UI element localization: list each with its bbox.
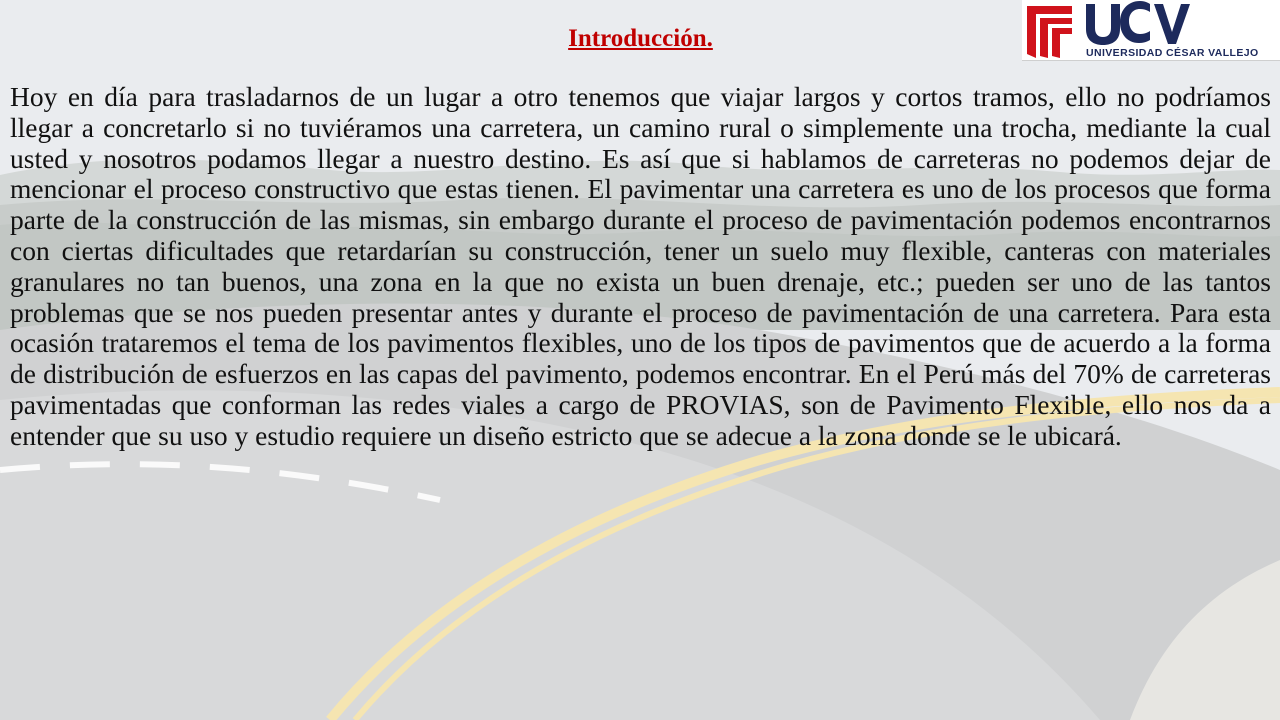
slide-body-text: Hoy en día para trasladarnos de un lugar a otro tenemos que viajar largos y cortos tramos, ello no podríamos llegar a concretarlo si no tuviéramos una carretera, un camino rural o simplemente una trocha, mediante la cual usted y nosotros podamos llegar a nuestro destino. Es así que si hablamos de carreteras no podemos dejar de mencionar el proceso constructivo que estas tienen. El pavimentar una carretera es uno de los procesos que forma parte de la construcción de las mismas, sin embargo durante el proceso de pavimentación podemos encontrarnos con ciertas dificultades que retardarían su construcción, tener un suelo muy flexible, canteras con materiales granulares no tan buenos, una zona en la que no exista un buen drenaje, etc.; pueden ser uno de las tantos problemas que se nos pueden presentar antes y durante el proceso de pavimentación de una carretera. Para esta ocasión trataremos el tema de los pavimentos flexibles, uno de los tipos de pavimentos que de acuerdo a la forma de distribución de esfuerzos en las capas del pavimento, podemos encontrar. En el Perú más del 70% de carreteras pavimentadas que conforman las redes viales a cargo de PROVIAS, son de Pavimento Flexible, ello nos da a entender que su uso y estudio requiere un diseño estricto que se adecue a la zona donde se le ubicará.: [10, 81, 1271, 451]
ucv-emblem-icon: [1027, 6, 1072, 58]
slide-title: Introducción.: [568, 25, 713, 52]
ucv-wordmark-icon: [1086, 1, 1276, 51]
ucv-logo: [1022, 0, 1280, 61]
slide-content: [10, 24, 1271, 452]
svg-text:UNIVERSIDAD CÉSAR VALLEJO: UNIVERSIDAD CÉSAR VALLEJO: [1086, 47, 1259, 59]
